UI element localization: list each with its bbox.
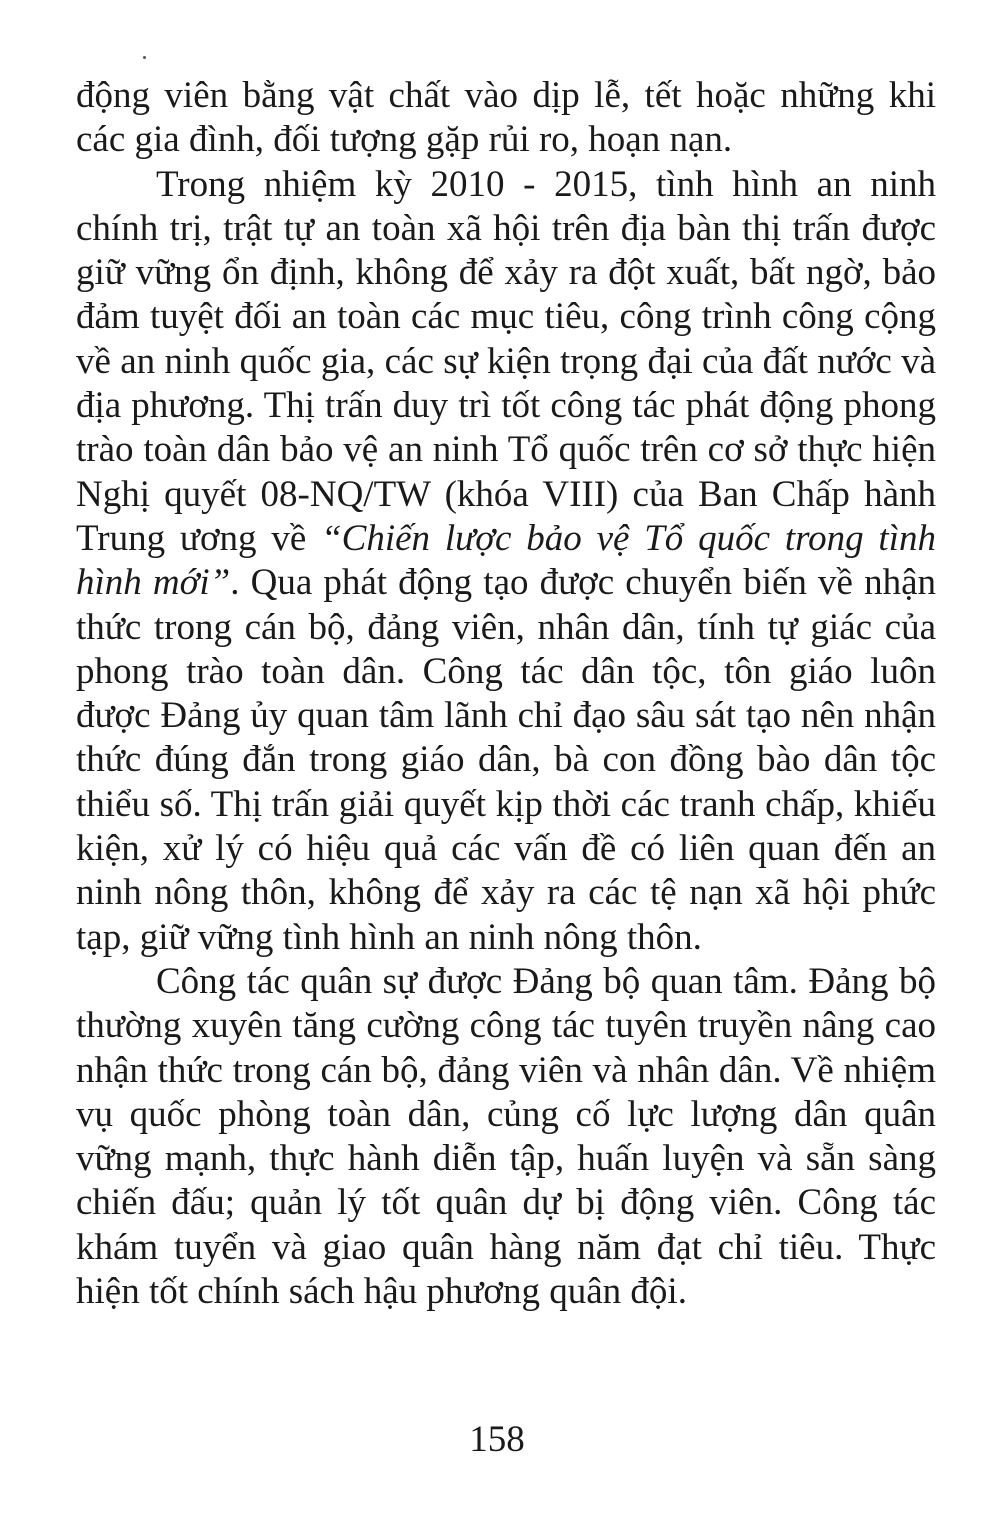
paragraph-2-italic-title: “Chiến lược bảo vệ Tổ quốc trong tình hình mới” <box>76 517 936 604</box>
paragraph-2-text-after: . Qua phát động tạo được chuyển biến về nhận thức trong cán bộ, đảng viên, nhân dân, tính tự giác của phong trào toàn dân. Công tác dân tộc, tôn giáo luôn được Đảng ủy quan tâm lãnh chỉ đạo sâu sát tạo nên nhận thức đúng đắn trong giáo dân, bà con đồng bào dân tộc thiểu số. Thị trấn giải quyết kịp thời các tranh chấp, khiếu kiện, xử lý có hiệu quả các vấn đề có liên quan đến an ninh nông thôn, không để xảy ra các tệ nạn xã hội phức tạp, giữ vững tình hình an ninh nông thôn. <box>76 562 937 958</box>
page-body <box>76 74 936 1314</box>
scan-speck <box>143 56 146 59</box>
paragraph-3: Công tác quân sự được Đảng bộ quan tâm. Đảng bộ thường xuyên tăng cường công tác tuyên truyền nâng cao nhận thức trong cán bộ, đảng viên và nhân dân. Về nhiệm vụ quốc phòng toàn dân, củng cố lực lượng dân quân vững mạnh, thực hành diễn tập, huấn luyện và sẵn sàng chiến đấu; quản lý tốt quân dự bị động viên. Công tác khám tuyển và giao quân hàng năm đạt chỉ tiêu. Thực hiện tốt chính sách hậu phương quân đội. <box>76 960 936 1313</box>
paragraph-2-text-before: Trong nhiệm kỳ 2010 - 2015, tình hình an ninh chính trị, trật tự an toàn xã hội trên địa bàn thị trấn được giữ vững ổn định, không để xảy ra đột xuất, bất ngờ, bảo đảm tuyệt đối an toàn các mục tiêu, công trình công cộng về an ninh quốc gia, các sự kiện trọng đại của đất nước và địa phương. Thị trấn duy trì tốt công tác phát động phong trào toàn dân bảo vệ an ninh Tổ quốc trên cơ sở thực hiện Nghị quyết 08-NQ/TW (khóa VIII) của Ban Chấp hành Trung ương về <box>76 163 936 559</box>
paragraph-2 <box>76 163 936 960</box>
paragraph-1: động viên bằng vật chất vào dịp lễ, tết hoặc những khi các gia đình, đối tượng gặp rủi ro, hoạn nạn. <box>76 75 936 161</box>
page-number: 158 <box>469 1419 525 1460</box>
